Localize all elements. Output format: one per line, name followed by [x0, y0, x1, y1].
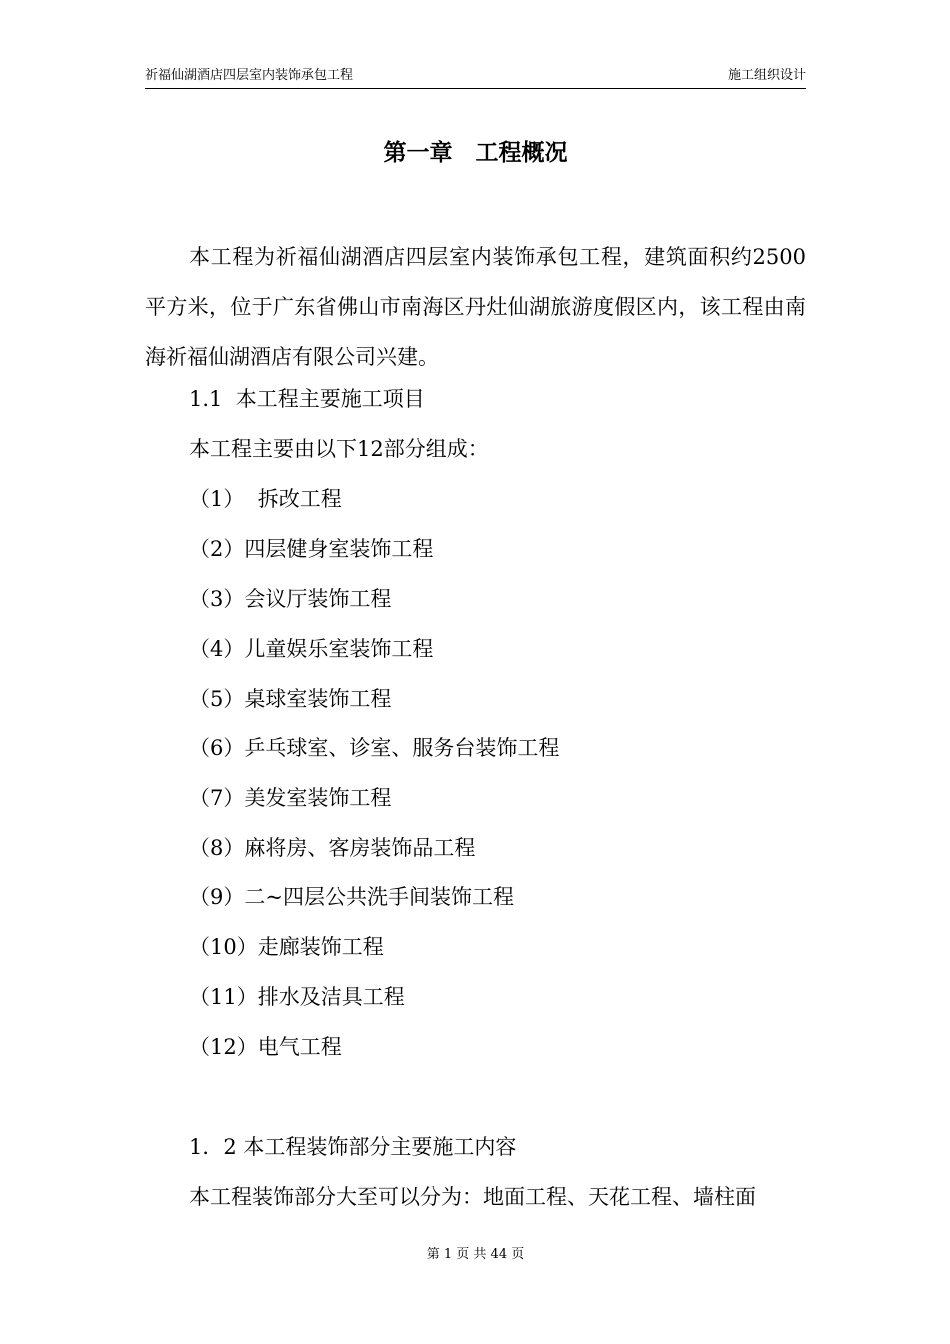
list-item: （4）儿童娱乐室装饰工程 — [189, 637, 434, 661]
page-header — [145, 66, 806, 89]
intro-paragraph: 本工程为祈福仙湖酒店四层室内装饰承包工程，建筑面积约2500平方米，位于广东省佛山市南海区丹灶仙湖旅游度假区内，该工程由南海祈福仙湖酒店有限公司兴建。 — [145, 245, 806, 369]
list-item: （10）走廊装饰工程 — [189, 935, 384, 959]
section-1-2-heading: 1．2 本工程装饰部分主要施工内容 — [189, 1135, 517, 1159]
list-item: （12）电气工程 — [189, 1035, 342, 1059]
list-item: （8）麻将房、客房装饰品工程 — [189, 836, 476, 860]
list-item: （1） 拆改工程 — [189, 487, 342, 511]
header-project-name: 祈福仙湖酒店四层室内装饰承包工程 — [145, 68, 354, 83]
list-item: （9）二~四层公共洗手间装饰工程 — [189, 885, 514, 909]
list-item: （5）桌球室装饰工程 — [189, 687, 392, 711]
page-footer: 第 1 页 共 44 页 — [426, 1247, 525, 1262]
section-1-1-heading: 1.1 本工程主要施工项目 — [189, 387, 425, 411]
header-document-type: 施工组织设计 — [727, 68, 806, 83]
list-item: （3）会议厅装饰工程 — [189, 587, 392, 611]
list-item: （11）排水及洁具工程 — [189, 985, 405, 1009]
list-item: （7）美发室装饰工程 — [189, 786, 392, 810]
section-1-1-lead: 本工程主要由以下12部分组成： — [189, 437, 489, 461]
list-item: （2）四层健身室装饰工程 — [189, 537, 434, 561]
section-1-2-lead: 本工程装饰部分大至可以分为：地面工程、天花工程、墙柱面 — [189, 1185, 756, 1209]
list-item: （6）乒乓球室、诊室、服务台装饰工程 — [189, 736, 560, 760]
chapter-title: 第一章 工程概况 — [383, 139, 568, 166]
